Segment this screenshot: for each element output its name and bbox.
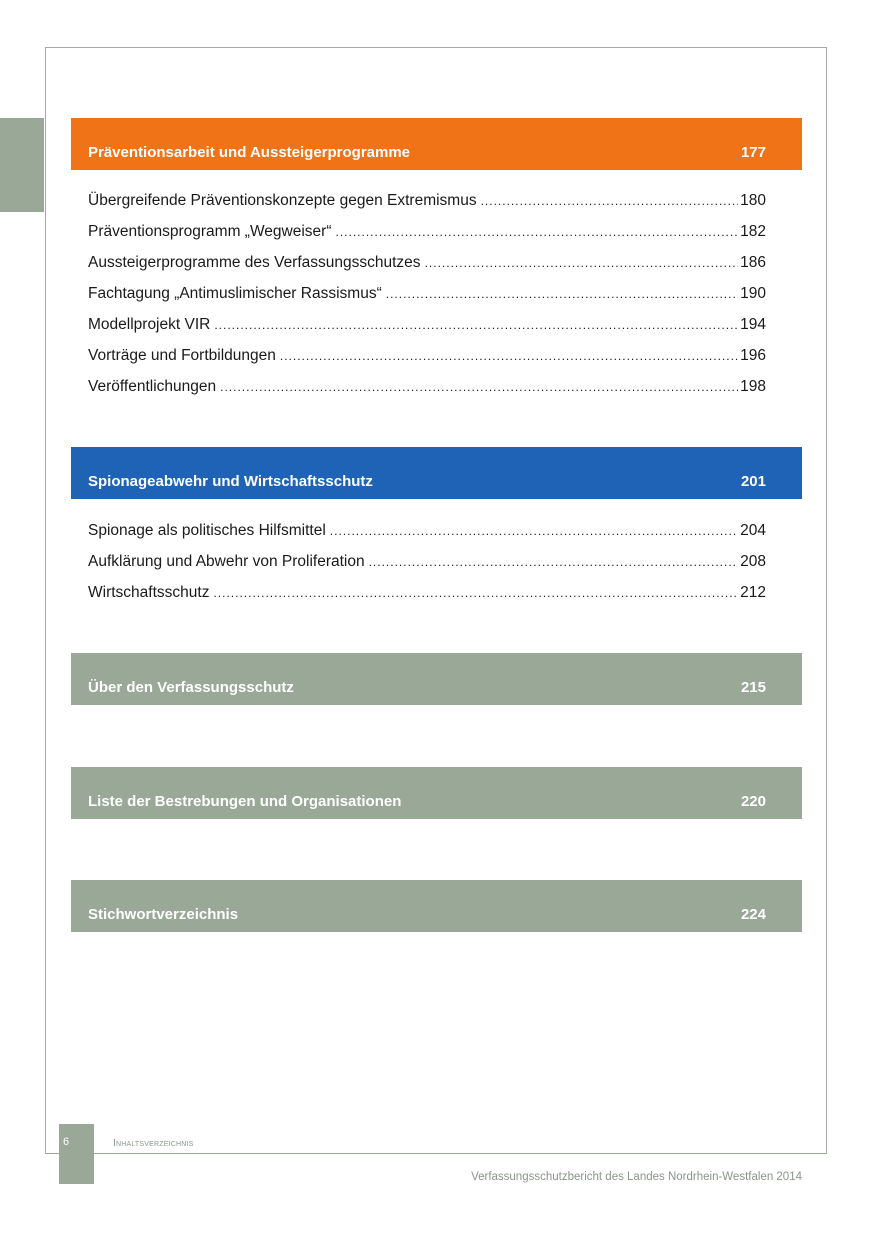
section-page: 215 [740, 679, 766, 696]
entry-page: 186 [740, 254, 766, 271]
dot-leader [214, 315, 738, 335]
toc-entry[interactable] [88, 552, 766, 583]
entry-page: 208 [740, 553, 766, 570]
entry-label: Wirtschaftsschutz [88, 584, 210, 601]
dot-leader [213, 583, 738, 603]
toc-entry[interactable] [88, 346, 766, 377]
section-title: Präventionsarbeit und Aussteigerprogramme [88, 144, 411, 161]
toc-entry[interactable] [88, 222, 766, 253]
entry-page: 190 [740, 285, 766, 302]
toc-entries-spionageabwehr [88, 521, 766, 614]
toc-entry[interactable] [88, 521, 766, 552]
entry-page: 204 [740, 522, 766, 539]
entry-label: Übergreifende Präventionskonzepte gegen Extremismus [88, 192, 477, 209]
dot-leader [369, 552, 739, 572]
entry-page: 212 [740, 584, 766, 601]
entry-label: Modellprojekt VIR [88, 316, 211, 333]
entry-page: 196 [740, 347, 766, 364]
dot-leader [220, 377, 738, 397]
entry-page: 182 [740, 223, 766, 240]
toc-section-praevention[interactable] [71, 118, 802, 170]
dot-leader [481, 191, 739, 211]
dot-leader [386, 284, 738, 304]
section-page: 177 [740, 144, 766, 161]
entry-page: 198 [740, 378, 766, 395]
section-page: 220 [740, 793, 766, 810]
entry-label: Spionage als politisches Hilfsmittel [88, 522, 326, 539]
chapter-tab [0, 118, 44, 212]
toc-entry[interactable] [88, 191, 766, 222]
section-page: 224 [740, 906, 766, 923]
dot-leader [336, 222, 739, 242]
dot-leader [425, 253, 739, 273]
toc-entries-praevention [88, 191, 766, 408]
entry-label: Veröffentlichungen [88, 378, 217, 395]
entry-label: Präventionsprogramm „Wegweiser“ [88, 223, 332, 240]
page-number-box [59, 1124, 94, 1184]
running-header-label: Inhaltsverzeichnis [113, 1138, 194, 1149]
section-title: Über den Verfassungsschutz [88, 679, 294, 696]
section-title: Liste der Bestrebungen und Organisationen [88, 793, 402, 810]
section-title: Stichwortverzeichnis [88, 906, 239, 923]
entry-page: 194 [740, 316, 766, 333]
toc-section-ueber-verfassungsschutz[interactable] [71, 653, 802, 705]
toc-section-stichwortverzeichnis[interactable] [71, 880, 802, 932]
section-page: 201 [740, 473, 766, 490]
toc-section-liste-bestrebungen[interactable] [71, 767, 802, 819]
entry-label: Aussteigerprogramme des Verfassungsschutzes [88, 254, 421, 271]
entry-page: 180 [740, 192, 766, 209]
toc-entry[interactable] [88, 253, 766, 284]
toc-entry[interactable] [88, 284, 766, 315]
page-number: 6 [63, 1136, 70, 1148]
section-title: Spionageabwehr und Wirtschaftsschutz [88, 473, 373, 490]
entry-label: Fachtagung „Antimuslimischer Rassismus“ [88, 285, 382, 302]
toc-entry[interactable] [88, 315, 766, 346]
toc-section-spionageabwehr[interactable] [71, 447, 802, 499]
entry-label: Vorträge und Fortbildungen [88, 347, 276, 364]
publication-footer: Verfassungsschutzbericht des Landes Nordrhein-Westfalen 2014 [471, 1171, 802, 1183]
toc-entry[interactable] [88, 583, 766, 614]
dot-leader [280, 346, 738, 366]
entry-label: Aufklärung und Abwehr von Proliferation [88, 553, 365, 570]
toc-entry[interactable] [88, 377, 766, 408]
dot-leader [330, 521, 738, 541]
